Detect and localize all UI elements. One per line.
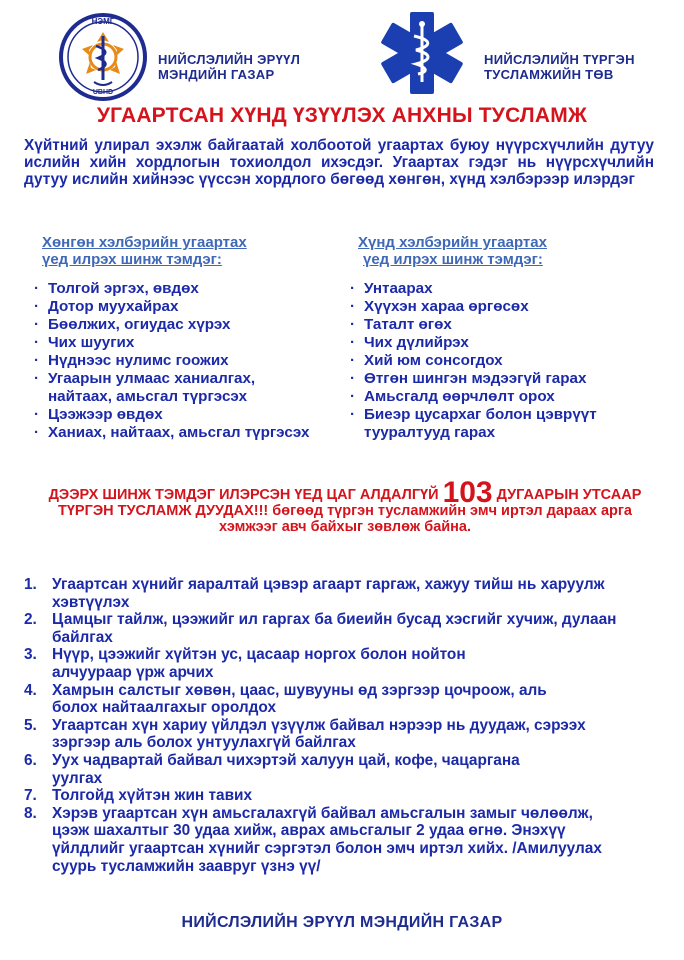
emergency-number: 103 (442, 476, 493, 509)
step-number: 8. (24, 804, 37, 822)
mild-heading-line2: үед илрэх шинж тэмдэг: (42, 251, 222, 268)
severe-symptoms-list (350, 280, 640, 442)
list-item: · Толгой эргэх, өвдөх (34, 280, 324, 298)
step-number: 5. (24, 716, 37, 734)
list-item: · Таталт өгөх (350, 316, 640, 334)
star-of-life-icon (378, 10, 466, 96)
health-department-name (158, 52, 300, 82)
first-aid-steps (24, 576, 654, 875)
step-text: Цамцыг тайлж, цээжийг ил гаргах ба биеийн бусад хэсгийг хучиж, дулаан байлгах (52, 611, 617, 646)
page-title: УГААРТСАН ХҮНД ҮЗҮҮЛЭХ АНХНЫ ТУСЛАМЖ (96, 104, 588, 127)
warning-text-before: ДЭЭРХ ШИНЖ ТЭМДЭГ ИЛЭРСЭН ҮЕД ЦАГ АЛДАЛГҮЙ (48, 487, 443, 503)
list-item (24, 787, 654, 805)
list-item: · Дотор муухайрах (34, 298, 324, 316)
list-item: · Өтгөн шингэн мэдээгүй гарах (350, 370, 604, 388)
list-item: · Амьсгалд өөрчлөлт орох (350, 388, 640, 406)
step-text: Угаартсан хүн хариу үйлдэл үзүүлж байвал нэрээр нь дуудаж, сэрээх зэргээр аль болох унтуулахгүй байлгах (52, 716, 586, 752)
step-text: Хамрын салстыг хөвөн, цаас, шувууны өд зэргээр цочроож, аль болох найтаалгахыг оролдох (52, 681, 547, 717)
step-number: 2. (24, 611, 37, 629)
step-number: 1. (24, 576, 37, 593)
step-number: 6. (24, 751, 37, 769)
list-item: · Чих шуугих (34, 334, 324, 352)
warning-text-after: ДУГААРЫН УТСААР ТҮРГЭН ТУСЛАМЖ ДУУДАХ!!! бөгөөд түргэн тусламжийн эмч иртэл дараах арга хэмжээг авч байхыг зөвлөж байна. (58, 487, 642, 535)
list-item: · Биеэр цусархаг болон цэврүүт тууралтууд гарах (350, 406, 634, 442)
mild-heading-line1: Хөнгөн хэлбэрийн угаартах (42, 234, 247, 251)
list-item: · Чих дүлийрэх (350, 334, 640, 352)
list-item: · Нүднээс нулимс гоожих (34, 352, 324, 370)
list-item (24, 576, 654, 611)
emergency-call-warning (40, 476, 650, 535)
list-item: · Угаарын улмаас ханиалгах, найтаах, амьсгал түргэсэх (34, 370, 268, 406)
step-text: Хэрэв угаартсан хүн амьсгалахгүй байвал амьсгалын замыг чөлөөлж, цээж шахалтыг 30 удаа хийж, аврах амьсгалыг 2 удаа өгнө. Энэхүү үйлдлийг угаартсан хүнийг сэргэтэл болон эмч иртэл хийх. /Амилуулах суурь тусламжийн заавруг үзнэ үү/ (52, 804, 602, 875)
list-item: · Ханиах, найтаах, амьсгал түргэсэх (34, 424, 318, 442)
mild-symptoms-heading (42, 234, 247, 268)
severe-heading-line1: Хүнд хэлбэрийн угаартах (358, 234, 547, 251)
list-item: · Унтаарах (350, 280, 640, 298)
health-department-name-line2: МЭНДИЙН ГАЗАР (158, 67, 275, 82)
list-item (24, 752, 654, 787)
severe-symptoms-heading (358, 234, 547, 268)
step-text: Нүүр, цээжийг хүйтэн ус, цасаар норгох болон нойтон алчуураар үрж арчих (52, 646, 466, 681)
health-department-logo (58, 12, 148, 102)
emblem-text-bottom: UBHD (92, 89, 114, 96)
step-number: 3. (24, 646, 37, 664)
list-item: · Хий юм сонсогдох (350, 352, 640, 370)
severe-heading-line2: үед илрэх шинж тэмдэг: (363, 251, 543, 268)
ambulance-center-logo (378, 10, 466, 96)
list-item (24, 717, 654, 752)
step-number: 7. (24, 787, 37, 805)
ambulance-center-name (484, 52, 635, 82)
list-item: · Хүүхэн хараа өргөсөх (350, 298, 640, 316)
list-item (24, 805, 654, 875)
footer-organization: НИЙСЛЭЛИЙН ЭРҮҮЛ МЭНДИЙН ГАЗАР (181, 914, 503, 931)
emblem-text-top: НЭМГ (91, 17, 115, 26)
mild-symptoms-list (34, 280, 324, 442)
list-item: · Бөөлжих, огиудас хүрэх (34, 316, 324, 334)
health-department-name-line1: НИЙСЛЭЛИЙН ЭРҮҮЛ (158, 52, 301, 67)
step-number: 4. (24, 681, 37, 699)
step-text: Угаартсан хүнийг яаралтай цэвэр агаарт гаргаж, хажуу тийш нь харуулж хэвтүүлэх (52, 576, 605, 611)
ambulance-center-name-line1: НИЙСЛЭЛИЙН ТҮРГЭН (484, 52, 635, 67)
list-item (24, 611, 654, 646)
ambulance-center-name-line2: ТУСЛАМЖИЙН ТӨВ (484, 67, 614, 82)
intro-paragraph: Хүйтний улирал эхэлж байгаатай холбоотой угаартах буюу нүүрсхүчлийн дутуу ислийн хийн хордлогын тохиолдол ихэсдэг. Угаартах гэдэг нь нүүрсхүчлийн дутуу ислийн хийнээс үүссэн хордлого бөгөөд хөнгөн, хүнд хэлбэрээр илэрдэг (24, 137, 654, 188)
step-text: Толгойд хүйтэн жин тавих (52, 787, 253, 805)
health-department-emblem (58, 12, 148, 102)
list-item: · Цээжээр өвдөх (34, 406, 324, 424)
step-text: Уух чадвартай байвал чихэртэй халуун цай, кофе, чацаргана уулгах (52, 751, 520, 787)
list-item (24, 646, 654, 681)
list-item (24, 682, 654, 717)
